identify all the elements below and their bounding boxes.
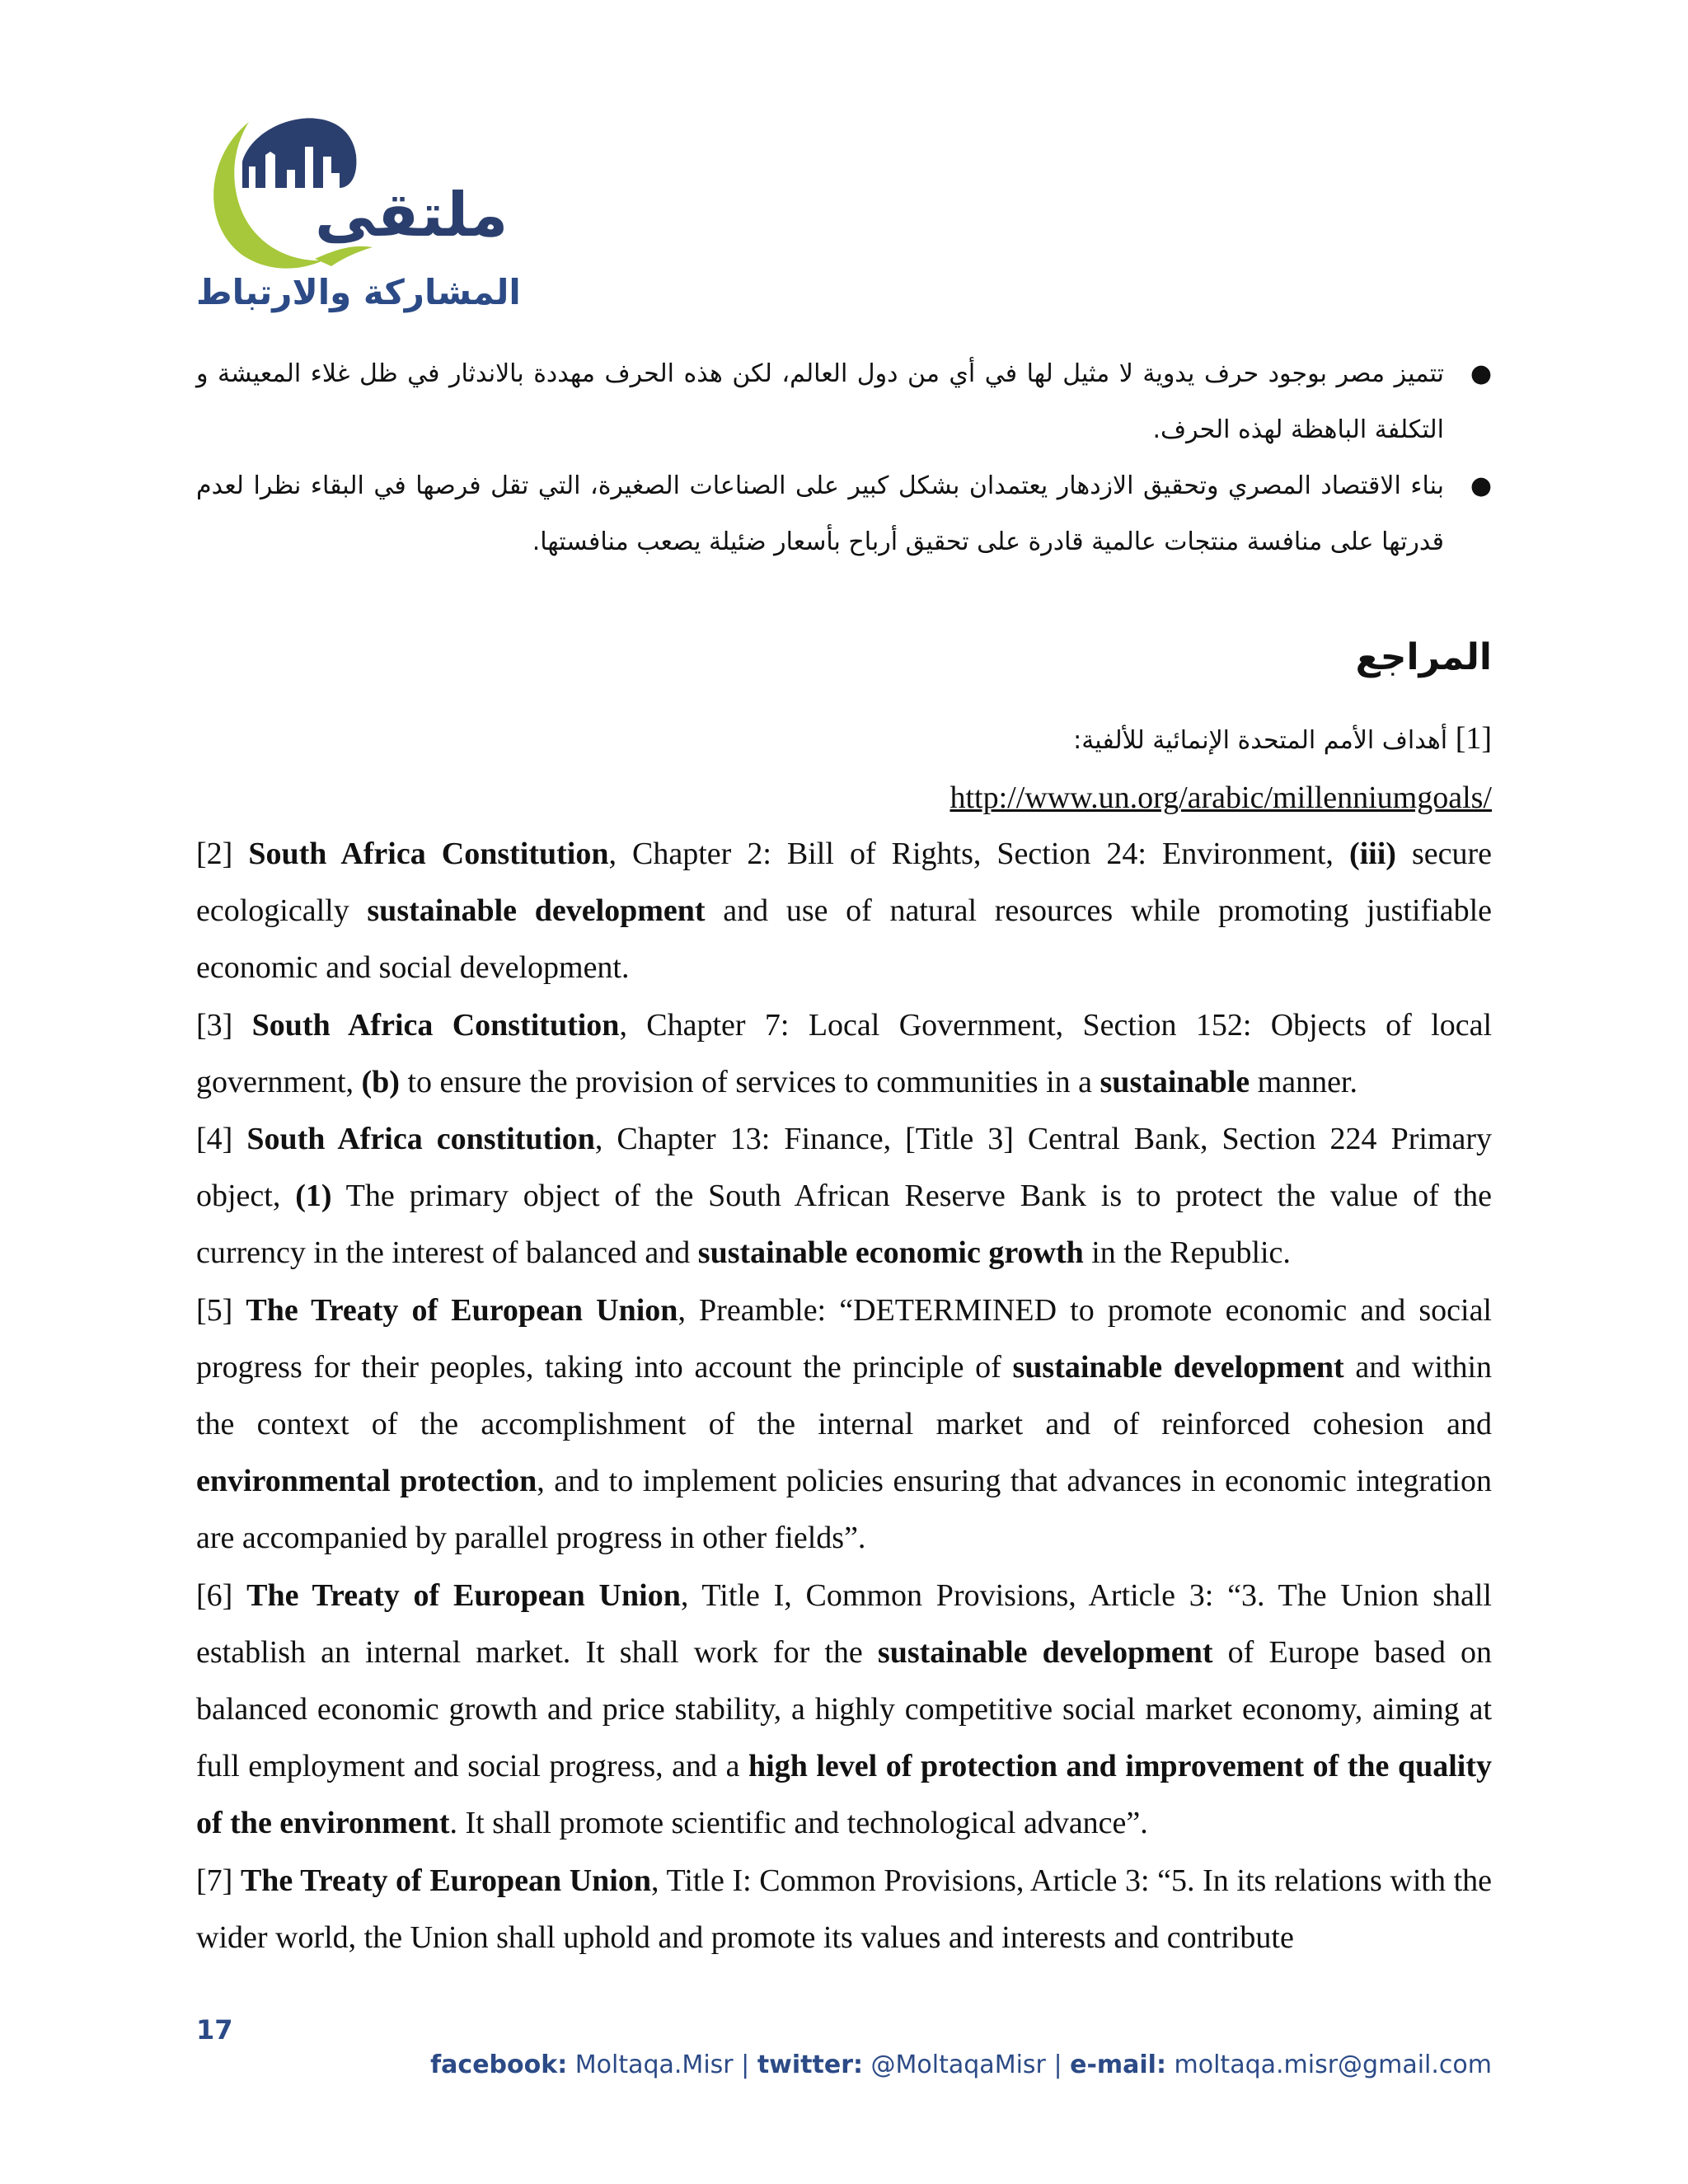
reference-text: [5] [196, 1292, 246, 1328]
reference-text: of Europe based on balanced economic growth and price stability, a highly competitive social market economy, aiming at full employment and social progress, and a [196, 1634, 1492, 1784]
reference-text: [4] [196, 1122, 247, 1157]
list-item [196, 346, 1492, 458]
email-label: e-mail: [1070, 2050, 1166, 2079]
bullet-icon: ● [1470, 359, 1492, 388]
reference-bold-text: high level of protection and improvement of the quality of the environment [196, 1749, 1493, 1841]
reference-4 [196, 1111, 1492, 1282]
reference-text: and use of natural resources while promoting justifiable economic and social development. [196, 893, 1493, 986]
references-heading: المراجع [1355, 636, 1492, 678]
footer-contacts [430, 2050, 1492, 2079]
separator: | [1053, 2050, 1062, 2079]
reference-text: , Title I: Common Provisions, Article 3: “5. In its relations with the wider world, the Union shall uphold and promote its values and interests and contribute [196, 1863, 1493, 1955]
reference-1-link[interactable]: http://www.un.org/arabic/millenniumgoals/ [950, 780, 1492, 815]
reference-text: , and to implement policies ensuring that advances in economic integration are accompanied by parallel progress in other fields”. [196, 1464, 1492, 1556]
reference-text: [6] [196, 1577, 247, 1613]
reference-number: [1] [1455, 721, 1492, 756]
reference-5 [196, 1282, 1492, 1568]
reference-6 [196, 1568, 1492, 1853]
reference-text: أهداف الأمم المتحدة الإنمائية للألفية: [1073, 726, 1448, 755]
bullet-text: بناء الاقتصاد المصري وتحقيق الازدهار يعتمدان بشكل كبير على الصناعات الصغيرة، التي تقل فرصها في البقاء نظرا لعدم قدرتها على منافسة منتجات عالمية قادرة على تحقيق أرباح بأسعار ضئيلة يصعب منافستها. [196, 471, 1444, 556]
arabic-bullet-list [196, 346, 1492, 570]
reference-bold-text: sustainable [1100, 1064, 1250, 1099]
reference-text: [7] [196, 1863, 241, 1898]
reference-bold-text: sustainable development [1012, 1349, 1344, 1385]
reference-text: [3] [196, 1007, 252, 1043]
logo-tagline: المشاركة والارتباط [196, 272, 521, 312]
page-number: 17 [196, 2014, 233, 2046]
reference-bold-text: sustainable economic growth [697, 1235, 1084, 1271]
reference-text: , Chapter 2: Bill of Rights, Section 24: Environment, [608, 837, 1349, 871]
reference-bold-text: South Africa Constitution [248, 837, 609, 871]
facebook-link[interactable]: Moltaqa.Misr [574, 2050, 734, 2079]
reference-bold-text: (b) [361, 1064, 400, 1099]
reference-text: The primary object of the South African Reserve Bank is to protect the value of the currency in the interest of balanced and [196, 1179, 1492, 1271]
moltaqa-logo [191, 97, 521, 320]
reference-bold-text: (1) [295, 1179, 332, 1214]
reference-text: . It shall promote scientific and technological advance”. [449, 1806, 1148, 1841]
reference-text: and within the context of the accomplishment of the internal market and of reinforced cohesion and [196, 1349, 1493, 1442]
reference-bold-text: sustainable development [877, 1634, 1213, 1670]
logo-name: ملتقى [315, 180, 509, 251]
reference-7 [196, 1853, 1492, 1966]
reference-bold-text: South Africa constitution [246, 1122, 595, 1157]
reference-bold-text: South Africa Constitution [251, 1007, 620, 1043]
bullet-icon: ● [1470, 471, 1492, 500]
reference-text: secure ecologically [196, 837, 1493, 929]
reference-bold-text: The Treaty of European Union [246, 1292, 678, 1328]
facebook-label: facebook: [430, 2050, 568, 2079]
reference-text: , Chapter 7: Local Government, Section 152: Objects of local government, [196, 1007, 1493, 1099]
reference-text: , Chapter 13: Finance, [Title 3] Central Bank, Section 224 Primary object, [196, 1122, 1493, 1214]
reference-text: in the Republic. [1083, 1235, 1291, 1271]
reference-text: manner. [1250, 1064, 1357, 1099]
reference-text: to ensure the provision of services to communities in a [399, 1064, 1100, 1099]
reference-text: , Preamble: “DETERMINED to promote economic and social progress for their peoples, taking into account the principle of [196, 1292, 1492, 1385]
reference-3 [196, 997, 1492, 1111]
reference-bold-text: (iii) [1348, 837, 1396, 871]
reference-bold-text: sustainable development [367, 893, 706, 929]
reference-text: [2] [196, 837, 249, 871]
reference-bold-text: The Treaty of European Union [240, 1863, 652, 1898]
list-item [196, 458, 1492, 570]
separator: | [741, 2050, 750, 2079]
reference-text: , Title I, Common Provisions, Article 3: “3. The Union shall establish an internal market. It shall work for the [196, 1577, 1492, 1670]
references-list [196, 826, 1492, 1966]
reference-2 [196, 826, 1492, 997]
email-link[interactable]: moltaqa.misr@gmail.com [1174, 2050, 1492, 2079]
twitter-label: twitter: [757, 2050, 863, 2079]
reference-1 [1073, 710, 1492, 769]
bullet-text: تتميز مصر بوجود حرف يدوية لا مثيل لها في أي من دول العالم، لكن هذه الحرف مهددة بالاندثار في ظل غلاء المعيشة و التكلفة الباهظة لهذه الحرف. [196, 359, 1444, 444]
reference-bold-text: The Treaty of European Union [246, 1577, 681, 1613]
twitter-link[interactable]: @MoltaqaMisr [870, 2050, 1046, 2079]
reference-bold-text: environmental protection [196, 1464, 537, 1499]
